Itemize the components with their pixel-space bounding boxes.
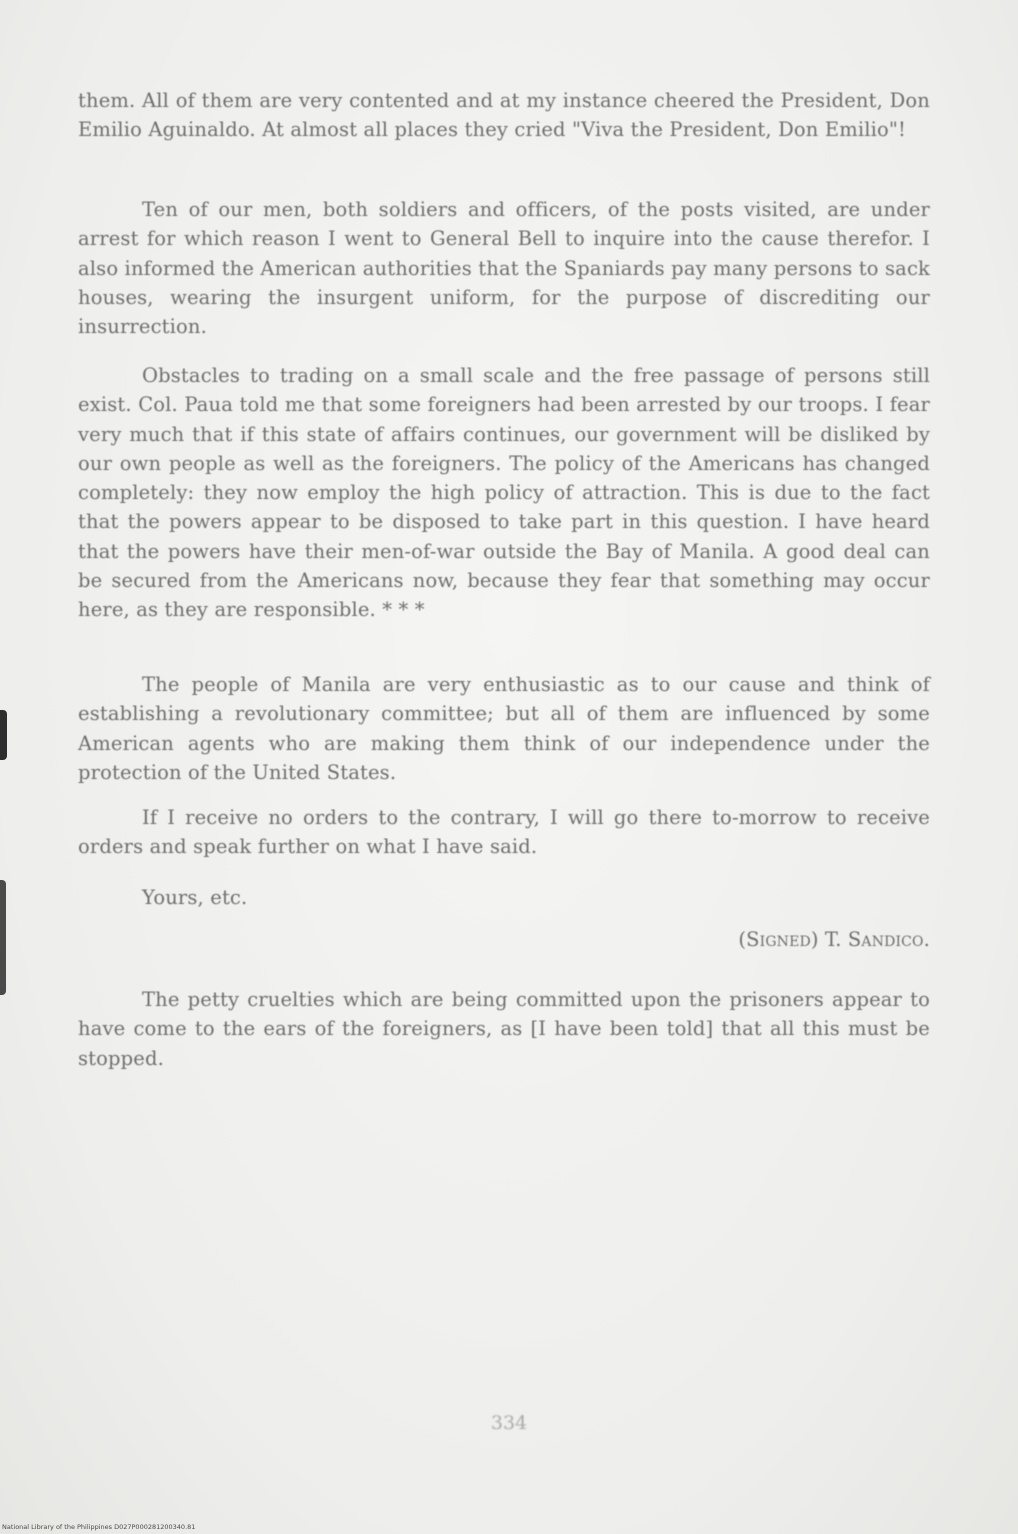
page-number: 334 bbox=[490, 1412, 528, 1434]
scan-edge-mark bbox=[0, 710, 7, 760]
signature-line bbox=[738, 925, 930, 954]
archive-footer-caption: National Library of the Philippines D027P000281200340.81 bbox=[2, 1523, 196, 1531]
paragraph-continuation: them. All of them are very contented and at my instance cheered the President, Don Emilio Aguinaldo. At almost all places they cried "Viva the President, Don Emilio"! bbox=[78, 89, 930, 142]
paragraph-manila-people: The people of Manila are very enthusiastic as to our cause and think of establishing a revolutionary committee; but all of them are influenced by some American agents who are making them think of our independence under the protection of the United States. bbox=[78, 673, 930, 784]
paragraph-arrests: Ten of our men, both soldiers and officers, of the posts visited, are under arrest for which reason I went to General Bell to inquire into the cause therefor. I also informed the American authorities that the Spaniards pay many persons to sack houses, wearing the insurgent uniform, for the purpose of discrediting our insurrection. bbox=[78, 198, 930, 339]
closing-salutation: Yours, etc. bbox=[142, 886, 248, 909]
scan-edge-mark bbox=[0, 880, 6, 995]
paragraph-cruelties: The petty cruelties which are being committed upon the prisoners appear to have come to the ears of the foreigners, as [I have been told] that all this must be stopped. bbox=[78, 988, 930, 1070]
paragraph-obstacles: Obstacles to trading on a small scale and the free passage of persons still exist. Col. Paua told me that some foreigners had been arrested by our troops. I fear very much that if this state of affairs continues, our government will be disliked by our own people as well as the foreigners. The policy of the Americans has changed completely: they now employ the high policy of attraction. This is due to the fact that the powers appear to be disposed to take part in this question. I have heard that the powers have their men-of-war outside the Bay of Manila. A good deal can be secured from the Americans now, because they fear that something may occur here, as they are responsible. * * * bbox=[78, 364, 930, 622]
signature-text: (Signed) T. Sandico. bbox=[738, 928, 930, 951]
paragraph-orders: If I receive no orders to the contrary, I will go there to-morrow to receive orders and speak further on what I have said. bbox=[78, 806, 930, 859]
